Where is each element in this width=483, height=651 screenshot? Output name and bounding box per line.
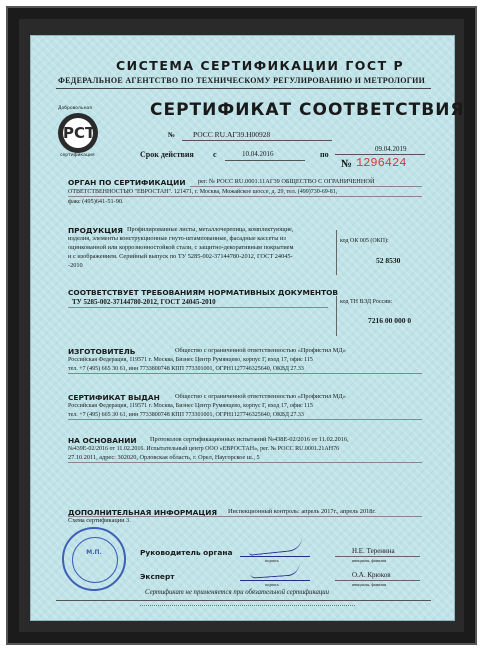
validity-label: Срок действия [140, 150, 194, 159]
product-line-4: и с изображением. Серийный выпуск по ТУ 5285-002-37144780-2012, ГОСТ 24045- [68, 253, 293, 260]
expert-name-underline [335, 580, 420, 581]
basis-label: НА ОСНОВАНИИ [68, 436, 137, 445]
expert-name-caption: инициалы, фамилия [352, 582, 387, 587]
stamp-inner-ring [72, 537, 118, 583]
head-name-caption: инициалы, фамилия [352, 558, 387, 563]
registry-underline [182, 140, 332, 141]
expert-label: Эксперт [140, 572, 175, 581]
product-line-3: оцинкованной или коррозионностойкой стали, с защитно-декоративным покрытием [68, 244, 294, 251]
certificate-title: СЕРТИФИКАТ СООТВЕТСТВИЯ [150, 100, 465, 120]
logo-top-text: Добровольная [58, 106, 92, 111]
tnved-code: 7216 00 000 0 [368, 316, 412, 325]
footer-note: Сертификат не применяется при обязательной сертификации [145, 589, 330, 596]
product-line-2: изделия, элементы конструкционные гнуто-штампованные, фасадные кассеты из [68, 235, 286, 242]
organ-line-3: факс (495)641-51-90. [68, 198, 124, 205]
serial-number: 1296424 [356, 156, 407, 170]
official-stamp [62, 527, 126, 591]
agency-title: ФЕДЕРАЛЬНОЕ АГЕНТСТВО ПО ТЕХНИЧЕСКОМУ РЕГУЛИРОВАНИЮ И МЕТРОЛОГИИ [58, 76, 426, 85]
manufacturer-line-2: Российская Федерация, 119571 г. Москва, Бизнес Центр Румянцево, корпус Г, вход 17, офис 115 [68, 357, 313, 363]
conformity-label: СООТВЕТСТВУЕТ ТРЕБОВАНИЯМ НОРМАТИВНЫХ ДОКУМЕНТОВ [68, 288, 339, 297]
validity-to-date: 09.04.2019 [375, 145, 407, 153]
issued-to-line-1: Общество с ограниченной ответственностью «Профистил МД» [175, 393, 346, 400]
product-line-5: -2010 [68, 262, 83, 269]
logo-letters: РСТ [63, 124, 96, 142]
basis-line-3: 27.10.2011, адрес: 302020, Орловская область, г. Орел, Наугорское ш., 5 [68, 454, 260, 461]
head-name: Н.Е. Теренина [352, 547, 395, 555]
tnved-label: код ТН ВЭД России: [340, 299, 393, 305]
manufacturer-underline [68, 373, 422, 374]
organ-underline-2 [68, 196, 422, 197]
logo-inner-circle [63, 118, 96, 148]
conformity-docs: ТУ 5285-002-37144780-2012, ГОСТ 24045-2010 [72, 298, 216, 306]
issued-to-underline [68, 419, 422, 420]
gost-r-logo [58, 113, 98, 153]
inspection-text: Инспекционный контроль: апрель 2017г., апрель 2018г. [228, 508, 376, 515]
head-signature-line [240, 556, 310, 557]
additional-info-label: ДОПОЛНИТЕЛЬНАЯ ИНФОРМАЦИЯ [68, 508, 218, 517]
organ-line-2: ОТВЕТСТВЕННОСТЬЮ "ЕВРОСТАН". 121471, г. Москва, Можайское шоссе, д. 29, тел. (499)730-69-81, [68, 189, 338, 195]
basis-line-1: Протоколов сертификационных испытаний №438Е-02/2016 от 11.02.2016, [150, 436, 349, 443]
head-of-organ-label: Руководитель органа [140, 548, 233, 557]
okp-code-divider [336, 230, 337, 275]
validity-from-underline [225, 160, 305, 161]
footer-fine-print-line [140, 605, 355, 606]
footer-divider [56, 600, 431, 601]
expert-name: О.А. Крюков [352, 571, 391, 579]
head-name-underline [335, 556, 420, 557]
organ-line-1: рег. № РОСС RU.0001.11АГ39 ОБЩЕСТВО С ОГРАНИЧЕННОЙ [198, 178, 375, 185]
logo-bottom-text: сертификация [60, 153, 95, 158]
system-title: СИСТЕМА СЕРТИФИКАЦИИ ГОСТ Р [116, 58, 405, 73]
basis-line-2: №439Е-02/2016 от 11.02.2016. Испытательный центр ООО «ЕВРОСТАН», рег. № РОСС RU.0001.21АН76 [68, 446, 340, 452]
issued-to-line-3: тел. +7 (495) 665 30 61, инн 7733800748 КПП 773301001, ОГРН1127746325640, ОКВД 27.33 [68, 412, 304, 418]
product-label: ПРОДУКЦИЯ [68, 226, 123, 235]
organ-underline-1 [190, 186, 422, 187]
basis-underline [68, 462, 422, 463]
serial-no-label: № [341, 158, 353, 170]
stamp-text: М.П. [86, 549, 102, 556]
registry-number: РОСС RU.АГ39.Н00928 [193, 130, 271, 139]
expert-signature-line [240, 580, 310, 581]
additional-underline [68, 516, 422, 517]
expert-sign-caption: подпись [265, 582, 279, 587]
registry-no-label: № [168, 131, 176, 139]
product-line-1: Профилированные листы, металлочерепица, комплектующие, [127, 226, 294, 233]
validity-from-date: 10.04.2016 [242, 150, 274, 158]
okp-code: 52 8530 [376, 256, 401, 265]
validity-to-label: по [320, 150, 329, 159]
validity-from-label: с [213, 150, 217, 159]
okp-label: код ОК 005 (ОКП): [340, 238, 389, 244]
header-divider [56, 88, 431, 89]
manufacturer-label: ИЗГОТОВИТЕЛЬ [68, 347, 136, 356]
head-sign-caption: подпись [265, 558, 279, 563]
issued-to-label: СЕРТИФИКАТ ВЫДАН [68, 393, 160, 402]
issued-to-line-2: Российская Федерация, 119571 г. Москва, Бизнес Центр Румянцево, корпус Г, вход 17, офис 115 [68, 403, 313, 409]
conformity-underline [68, 307, 328, 308]
manufacturer-line-1: Общество с ограниченной ответственностью «Профистил МД» [175, 347, 346, 354]
manufacturer-line-3: тел. +7 (495) 665 30 61, инн 7733800748 КПП 773301001, ОГРН1127746325640, ОКВД 27.33 [68, 366, 304, 372]
scheme-text: Схема сертификации 3. [68, 517, 131, 524]
organ-label: ОРГАН ПО СЕРТИФИКАЦИИ [68, 178, 186, 187]
tnved-code-divider [336, 296, 337, 336]
validity-to-underline [335, 154, 425, 155]
